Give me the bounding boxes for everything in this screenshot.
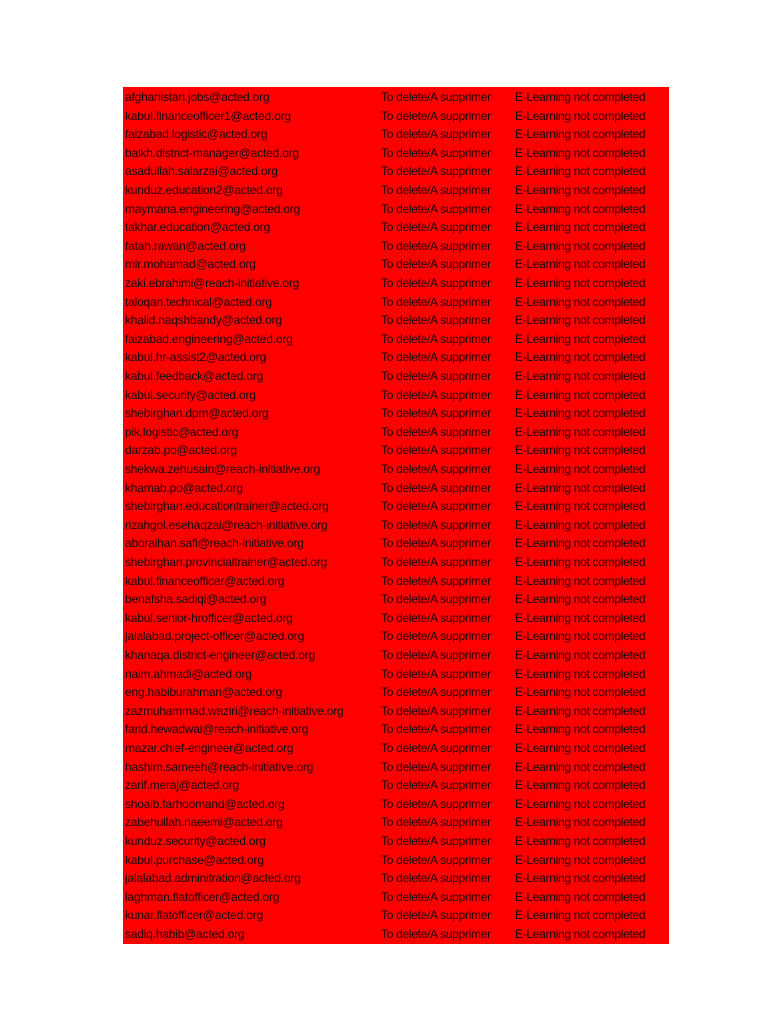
table-row bbox=[123, 665, 669, 684]
table-row bbox=[123, 423, 669, 442]
action-cell: To delete/A supprimer bbox=[381, 443, 491, 458]
action-cell: To delete/A supprimer bbox=[381, 127, 491, 142]
email-cell: jalalabad.project-officer@acted.org bbox=[125, 629, 305, 644]
status-cell: E-Learning not completed bbox=[515, 871, 646, 886]
action-cell: To delete/A supprimer bbox=[381, 796, 491, 811]
table-row bbox=[123, 441, 669, 460]
status-cell: E-Learning not completed bbox=[515, 927, 646, 941]
table-row bbox=[123, 311, 669, 330]
action-cell: To delete/A supprimer bbox=[381, 703, 491, 718]
status-cell: E-Learning not completed bbox=[515, 741, 646, 755]
table-row bbox=[123, 218, 669, 237]
status-cell: E-Learning not completed bbox=[515, 406, 646, 421]
status-cell: E-Learning not completed bbox=[515, 573, 646, 588]
email-cell: faizabad.engineering@acted.org bbox=[125, 331, 293, 346]
action-cell: To delete/A supprimer bbox=[381, 555, 491, 569]
email-cell: kabul.senior-hrofficer@acted.org bbox=[125, 610, 293, 625]
table-row bbox=[123, 813, 669, 832]
email-cell: zazmuhammad.waziri@reach-initiative.org bbox=[125, 703, 344, 718]
status-cell: E-Learning not completed bbox=[515, 164, 646, 179]
status-cell: E-Learning not completed bbox=[515, 555, 646, 569]
status-cell: E-Learning not completed bbox=[515, 350, 646, 365]
table-row bbox=[123, 553, 669, 572]
email-cell: aboraihan.safi@reach-initiative.org bbox=[125, 536, 304, 551]
email-cell: kabul.financeofficer1@acted.org bbox=[125, 108, 291, 123]
status-cell: E-Learning not completed bbox=[515, 313, 646, 328]
table-row bbox=[123, 404, 669, 423]
status-cell: E-Learning not completed bbox=[515, 722, 646, 737]
email-cell: zabehullah.naeemi@acted.org bbox=[125, 815, 283, 830]
table-row bbox=[123, 497, 669, 516]
email-cell: shebirghan.provincialtrainer@acted.org bbox=[125, 555, 328, 569]
table-row bbox=[123, 851, 669, 870]
status-cell: E-Learning not completed bbox=[515, 183, 646, 197]
action-cell: To delete/A supprimer bbox=[381, 815, 491, 830]
email-cell: kabul.hr-assist2@acted.org bbox=[125, 350, 267, 365]
action-cell: To delete/A supprimer bbox=[381, 108, 491, 123]
action-cell: To delete/A supprimer bbox=[381, 462, 491, 476]
email-cell: khanaqa.district-engineer@acted.org bbox=[125, 648, 315, 662]
table-row bbox=[123, 869, 669, 888]
email-cell: fatah.rawan@acted.org bbox=[125, 238, 246, 253]
status-cell: E-Learning not completed bbox=[515, 462, 646, 476]
status-cell: E-Learning not completed bbox=[515, 759, 646, 774]
email-cell: kunduz.education2@acted.org bbox=[125, 183, 283, 197]
email-cell: sadiq.habib@acted.org bbox=[125, 927, 245, 941]
email-cell: jalalabad.adminitration@acted.org bbox=[125, 871, 301, 886]
table-row bbox=[123, 590, 669, 609]
table-row bbox=[123, 627, 669, 646]
table-row bbox=[123, 609, 669, 628]
action-cell: To delete/A supprimer bbox=[381, 871, 491, 886]
status-cell: E-Learning not completed bbox=[515, 480, 646, 495]
status-cell: E-Learning not completed bbox=[515, 294, 646, 309]
email-cell: pik.logistic@acted.org bbox=[125, 424, 239, 439]
email-cell: kabul.purchase@acted.org bbox=[125, 852, 264, 867]
status-cell: E-Learning not completed bbox=[515, 666, 646, 681]
action-cell: To delete/A supprimer bbox=[381, 499, 491, 514]
status-cell: E-Learning not completed bbox=[515, 257, 646, 272]
table-row bbox=[123, 925, 669, 944]
status-cell: E-Learning not completed bbox=[515, 834, 646, 848]
table-row bbox=[123, 255, 669, 274]
email-cell: balkh.district-manager@acted.org bbox=[125, 145, 299, 160]
table-row bbox=[123, 330, 669, 349]
action-cell: To delete/A supprimer bbox=[381, 927, 491, 941]
table-row bbox=[123, 237, 669, 256]
status-cell: E-Learning not completed bbox=[515, 108, 646, 123]
action-cell: To delete/A supprimer bbox=[381, 610, 491, 625]
status-cell: E-Learning not completed bbox=[515, 852, 646, 867]
table-row bbox=[123, 888, 669, 907]
table-row bbox=[123, 702, 669, 721]
table-row bbox=[123, 795, 669, 814]
action-cell: To delete/A supprimer bbox=[381, 220, 491, 235]
status-cell: E-Learning not completed bbox=[515, 778, 646, 793]
email-cell: afghanistan.jobs@acted.org bbox=[125, 90, 270, 104]
table-row bbox=[123, 832, 669, 851]
status-cell: E-Learning not completed bbox=[515, 517, 646, 532]
table-row bbox=[123, 144, 669, 163]
email-cell: maymana.engineering@acted.org bbox=[125, 201, 301, 216]
action-cell: To delete/A supprimer bbox=[381, 517, 491, 532]
action-cell: To delete/A supprimer bbox=[381, 629, 491, 644]
table-row bbox=[123, 125, 669, 144]
email-cell: hashim.sameeh@reach-initiative.org bbox=[125, 759, 314, 774]
action-cell: To delete/A supprimer bbox=[381, 889, 491, 904]
table-row bbox=[123, 293, 669, 312]
action-cell: To delete/A supprimer bbox=[381, 852, 491, 867]
status-cell: E-Learning not completed bbox=[515, 424, 646, 439]
status-cell: E-Learning not completed bbox=[515, 127, 646, 142]
table-row bbox=[123, 367, 669, 386]
email-cell: faizabad.logistic@acted.org bbox=[125, 127, 268, 142]
table-row bbox=[123, 906, 669, 925]
email-cell: kunar.flatofficer@acted.org bbox=[125, 908, 263, 923]
table-row bbox=[123, 720, 669, 739]
email-cell: taloqan.technical@acted.org bbox=[125, 294, 272, 309]
table-row bbox=[123, 162, 669, 181]
email-cell: shekwa.zehusain@reach-initiative.org bbox=[125, 462, 321, 476]
table-row bbox=[123, 479, 669, 498]
action-cell: To delete/A supprimer bbox=[381, 406, 491, 421]
table-row bbox=[123, 646, 669, 665]
action-cell: To delete/A supprimer bbox=[381, 145, 491, 160]
table-row bbox=[123, 386, 669, 405]
table-row bbox=[123, 274, 669, 293]
status-cell: E-Learning not completed bbox=[515, 536, 646, 551]
status-cell: E-Learning not completed bbox=[515, 908, 646, 923]
email-cell: mazar.chief-engineer@acted.org bbox=[125, 741, 294, 755]
email-cell: zaki.ebrahimi@reach-initiative.org bbox=[125, 276, 300, 290]
status-cell: E-Learning not completed bbox=[515, 499, 646, 514]
email-cell: mir.mohamad@acted.org bbox=[125, 257, 256, 272]
status-cell: E-Learning not completed bbox=[515, 815, 646, 830]
status-cell: E-Learning not completed bbox=[515, 369, 646, 383]
email-cell: kabul.financeofficer@acted.org bbox=[125, 573, 285, 588]
email-cell: khamab.po@acted.org bbox=[125, 480, 243, 495]
action-cell: To delete/A supprimer bbox=[381, 164, 491, 179]
action-cell: To delete/A supprimer bbox=[381, 685, 491, 700]
status-cell: E-Learning not completed bbox=[515, 220, 646, 235]
table-row bbox=[123, 776, 669, 795]
table-row bbox=[123, 683, 669, 702]
email-cell: shoaib.farhoomand@acted.org bbox=[125, 796, 285, 811]
status-cell: E-Learning not completed bbox=[515, 685, 646, 700]
action-cell: To delete/A supprimer bbox=[381, 648, 491, 662]
status-cell: E-Learning not completed bbox=[515, 387, 646, 402]
action-cell: To delete/A supprimer bbox=[381, 778, 491, 793]
status-cell: E-Learning not completed bbox=[515, 703, 646, 718]
email-cell: zarif.meraj@acted.org bbox=[125, 778, 240, 793]
action-cell: To delete/A supprimer bbox=[381, 331, 491, 346]
action-cell: To delete/A supprimer bbox=[381, 759, 491, 774]
email-cell: kabul.feedback@acted.org bbox=[125, 369, 264, 383]
email-cell: takhar.education@acted.org bbox=[125, 220, 271, 235]
email-cell: naim.ahmadi@acted.org bbox=[125, 666, 252, 681]
table-row bbox=[123, 460, 669, 479]
action-cell: To delete/A supprimer bbox=[381, 741, 491, 755]
action-cell: To delete/A supprimer bbox=[381, 276, 491, 290]
action-cell: To delete/A supprimer bbox=[381, 666, 491, 681]
email-cell: shebirghan.educationtrainer@acted.org bbox=[125, 499, 329, 514]
action-cell: To delete/A supprimer bbox=[381, 387, 491, 402]
email-cell: eng.habiburahman@acted.org bbox=[125, 685, 283, 700]
status-cell: E-Learning not completed bbox=[515, 145, 646, 160]
action-cell: To delete/A supprimer bbox=[381, 257, 491, 272]
status-cell: E-Learning not completed bbox=[515, 629, 646, 644]
status-cell: E-Learning not completed bbox=[515, 889, 646, 904]
email-cell: kunduz.security@acted.org bbox=[125, 834, 266, 848]
status-cell: E-Learning not completed bbox=[515, 201, 646, 216]
status-cell: E-Learning not completed bbox=[515, 610, 646, 625]
status-cell: E-Learning not completed bbox=[515, 592, 646, 607]
action-cell: To delete/A supprimer bbox=[381, 313, 491, 328]
action-cell: To delete/A supprimer bbox=[381, 350, 491, 365]
status-cell: E-Learning not completed bbox=[515, 796, 646, 811]
table-row bbox=[123, 181, 669, 200]
red-table-sheet bbox=[123, 87, 669, 944]
status-cell: E-Learning not completed bbox=[515, 90, 646, 104]
table-row bbox=[123, 107, 669, 126]
email-cell: shebirghan.dpm@acted.org bbox=[125, 406, 269, 421]
table-row bbox=[123, 516, 669, 535]
table-row bbox=[123, 88, 669, 107]
action-cell: To delete/A supprimer bbox=[381, 201, 491, 216]
action-cell: To delete/A supprimer bbox=[381, 592, 491, 607]
email-cell: rizahgol.esehaqzai@reach-initiative.org bbox=[125, 517, 328, 532]
action-cell: To delete/A supprimer bbox=[381, 294, 491, 309]
table-row bbox=[123, 758, 669, 777]
status-cell: E-Learning not completed bbox=[515, 276, 646, 290]
action-cell: To delete/A supprimer bbox=[381, 480, 491, 495]
email-cell: khalid.naqshbandy@acted.org bbox=[125, 313, 282, 328]
email-cell: laghman.flatofficer@acted.org bbox=[125, 889, 280, 904]
email-cell: kabul.security@acted.org bbox=[125, 387, 256, 402]
table-row bbox=[123, 572, 669, 591]
action-cell: To delete/A supprimer bbox=[381, 834, 491, 848]
email-cell: benafsha.sadiqi@acted.org bbox=[125, 592, 267, 607]
action-cell: To delete/A supprimer bbox=[381, 183, 491, 197]
email-cell: asadullah.salarzai@acted.org bbox=[125, 164, 278, 179]
status-cell: E-Learning not completed bbox=[515, 648, 646, 662]
action-cell: To delete/A supprimer bbox=[381, 369, 491, 383]
action-cell: To delete/A supprimer bbox=[381, 722, 491, 737]
table-row bbox=[123, 739, 669, 758]
table-row bbox=[123, 200, 669, 219]
table-row bbox=[123, 534, 669, 553]
email-cell: farid.hewadwal@reach-initiative.org bbox=[125, 722, 309, 737]
table-row bbox=[123, 348, 669, 367]
action-cell: To delete/A supprimer bbox=[381, 536, 491, 551]
status-cell: E-Learning not completed bbox=[515, 331, 646, 346]
action-cell: To delete/A supprimer bbox=[381, 573, 491, 588]
action-cell: To delete/A supprimer bbox=[381, 90, 491, 104]
status-cell: E-Learning not completed bbox=[515, 238, 646, 253]
action-cell: To delete/A supprimer bbox=[381, 908, 491, 923]
action-cell: To delete/A supprimer bbox=[381, 238, 491, 253]
status-cell: E-Learning not completed bbox=[515, 443, 646, 458]
email-cell: darzab.po@acted.org bbox=[125, 443, 237, 458]
action-cell: To delete/A supprimer bbox=[381, 424, 491, 439]
